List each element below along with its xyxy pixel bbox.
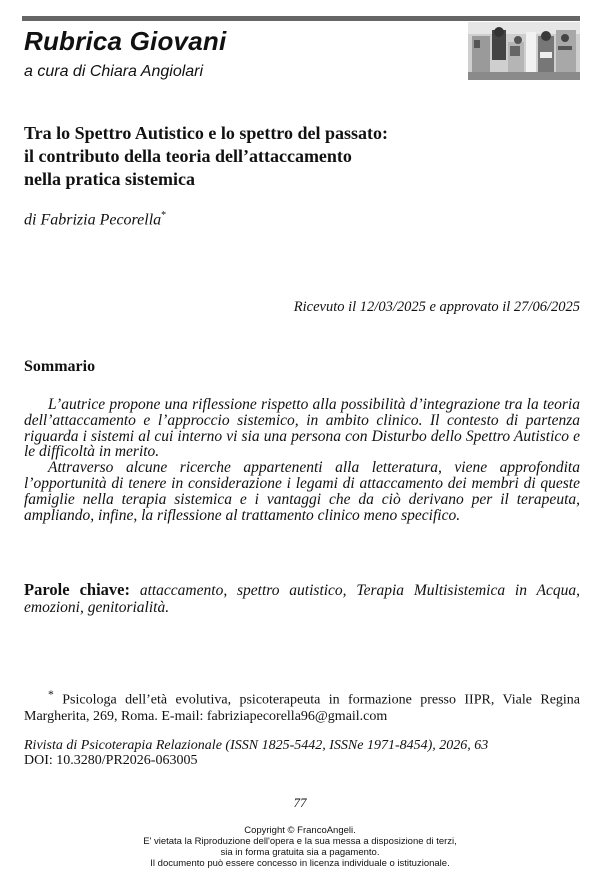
abstract-body: [24, 397, 580, 523]
article-title-line: Tra lo Spettro Autistico e lo spettro del passato:: [24, 123, 388, 143]
keywords-label: Parole chiave:: [24, 580, 130, 599]
rubric-title: Rubrica Giovani: [24, 26, 227, 56]
abstract-paragraph: L’autrice propone una riflessione rispetto alla possibilità d’integrazione tra la teoria dell’attaccamento e l’approccio sistemico, in ambito clinico. Il contesto di partenza riguarda i sistemi al cui interno vi sia una persona con Disturbo dello Spettro Autistico e le difficoltà in merito.: [24, 396, 580, 461]
footnote-mark: *: [48, 688, 54, 701]
article-title: [24, 122, 564, 191]
author-footnote: [24, 687, 580, 725]
copyright-notice: [0, 825, 600, 869]
abstract-heading: Sommario: [24, 358, 96, 375]
journal-citation: [24, 738, 580, 768]
header-rule: [22, 16, 580, 21]
page-number: 77: [293, 795, 307, 810]
author-footnote-mark: *: [161, 210, 167, 221]
article-title-line: nella pratica sistemica: [24, 169, 195, 189]
abstract-paragraph: Attraverso alcune ricerche appartenenti alla letteratura, viene approfondita l’opportunità di tenere in considerazione i legami di attaccamento dei membri di queste famiglie nella terapia sistemica e i vantaggi che da ciò derivano per il terapeuta, ampliando, infine, la riflessione al trattamento clinico meno specifico.: [24, 459, 580, 524]
rubric-subtitle: a cura di Chiara Angiolari: [24, 63, 204, 80]
received-date: Ricevuto il 12/03/2025 e approvato il 27/06/2025: [293, 299, 580, 315]
copyright-line: E' vietata la Riproduzione dell'opera e la sua messa a disposizione di terzi,: [143, 836, 457, 847]
article-title-line: il contributo della teoria dell’attaccamento: [24, 146, 352, 166]
author-name: di Fabrizia Pecorella: [24, 211, 162, 229]
footnote-text: Psicologa dell’età evolutiva, psicoterapeuta in formazione presso IIPR, Viale Regina Margherita, 269, Roma. E-mail: fabriziapecorella96@gmail.com: [24, 692, 581, 724]
copyright-line: Il documento può essere concesso in licenza individuale o istituzionale.: [150, 858, 450, 869]
copyright-line: Copyright © FrancoAngeli.: [244, 825, 356, 836]
header-photo: [468, 22, 580, 80]
journal-doi: DOI: 10.3280/PR2026-063005: [24, 753, 198, 768]
journal-reference: Rivista di Psicoterapia Relazionale (ISSN 1825-5442, ISSNe 1971-8454), 2026, 63: [24, 738, 489, 753]
keywords: [24, 581, 580, 616]
author-line: [24, 206, 166, 230]
copyright-line: sia in forma gratuita sia a pagamento.: [220, 847, 380, 858]
keywords-text: attaccamento, spettro autistico, Terapia Multisistemica in Acqua, emozioni, genitorialità.: [24, 582, 581, 616]
